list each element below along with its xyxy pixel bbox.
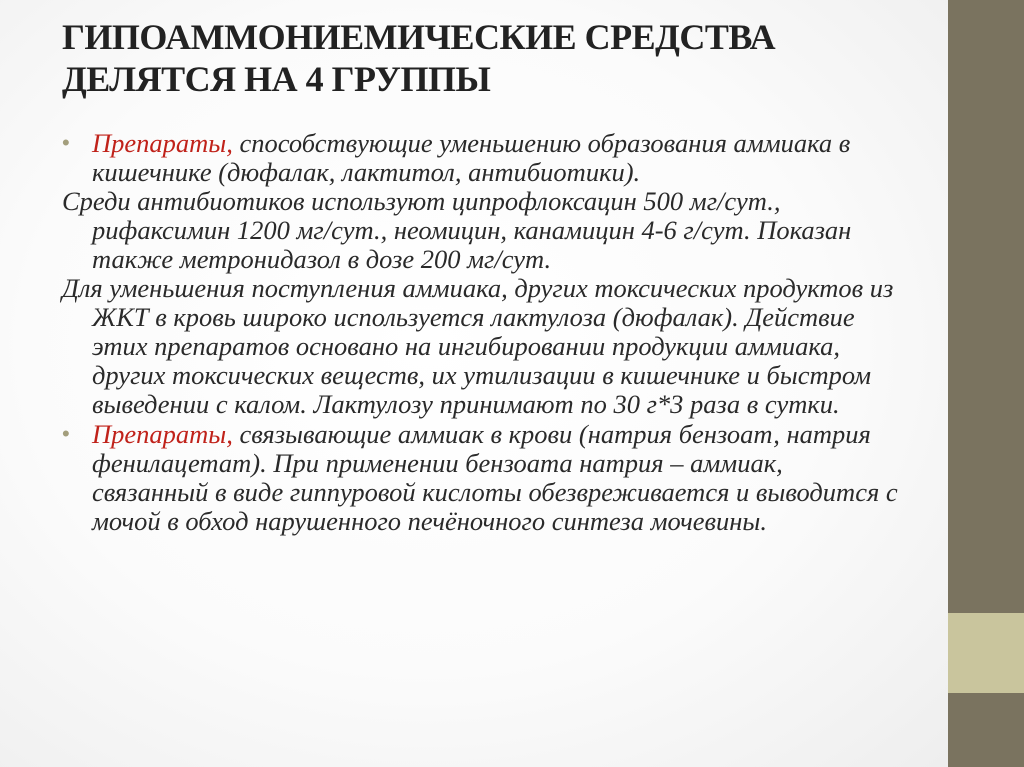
bullet-marker: •	[62, 130, 70, 155]
bullet-paragraph-2	[62, 419, 902, 536]
side-bar-accent-block	[948, 613, 1024, 693]
highlight-term: Препараты,	[92, 128, 233, 158]
paragraph-2: Среди антибиотиков используют ципрофлоксацин 500 мг/сут., рифаксимин 1200 мг/сут., неомицин, канамицин 4-6 г/сут. Показан также метронидазол в дозе 200 мг/сут.	[62, 186, 852, 274]
slide-content	[62, 128, 902, 536]
slide-title	[62, 16, 922, 100]
bullet-paragraph-1	[62, 128, 902, 187]
slide-title-line-2: ДЕЛЯТСЯ НА 4 ГРУППЫ	[62, 59, 491, 99]
paragraph-3: Для уменьшения поступления аммиака, других токсических продуктов из ЖКТ в кровь широко используется лактулоза (дюфалак). Действие этих препаратов основано на ингибировании продукции аммиака, других токсических веществ, их утилизации в кишечнике и быстром выведении с калом. Лактулозу принимают по 30 г*3 раза в сутки.	[62, 273, 894, 419]
bullet-marker: •	[62, 421, 70, 446]
paragraph-text: связывающие аммиак в крови (натрия бензоат, натрия фенилацетат). При применении бензоата натрия – аммиак, связанный в виде гиппуровой кислоты обезвреживается и выводится с мочой в обход нарушенного печёночного синтеза мочевины.	[92, 419, 898, 536]
highlight-term: Препараты,	[92, 419, 233, 449]
decorative-side-bar	[948, 0, 1024, 767]
slide-title-line-1: ГИПОАММОНИЕМИЧЕСКИЕ СРЕДСТВА	[62, 17, 776, 57]
paragraph-text: способствующие уменьшению образования аммиака в кишечнике (дюфалак, лактитол, антибиотики).	[92, 128, 851, 187]
